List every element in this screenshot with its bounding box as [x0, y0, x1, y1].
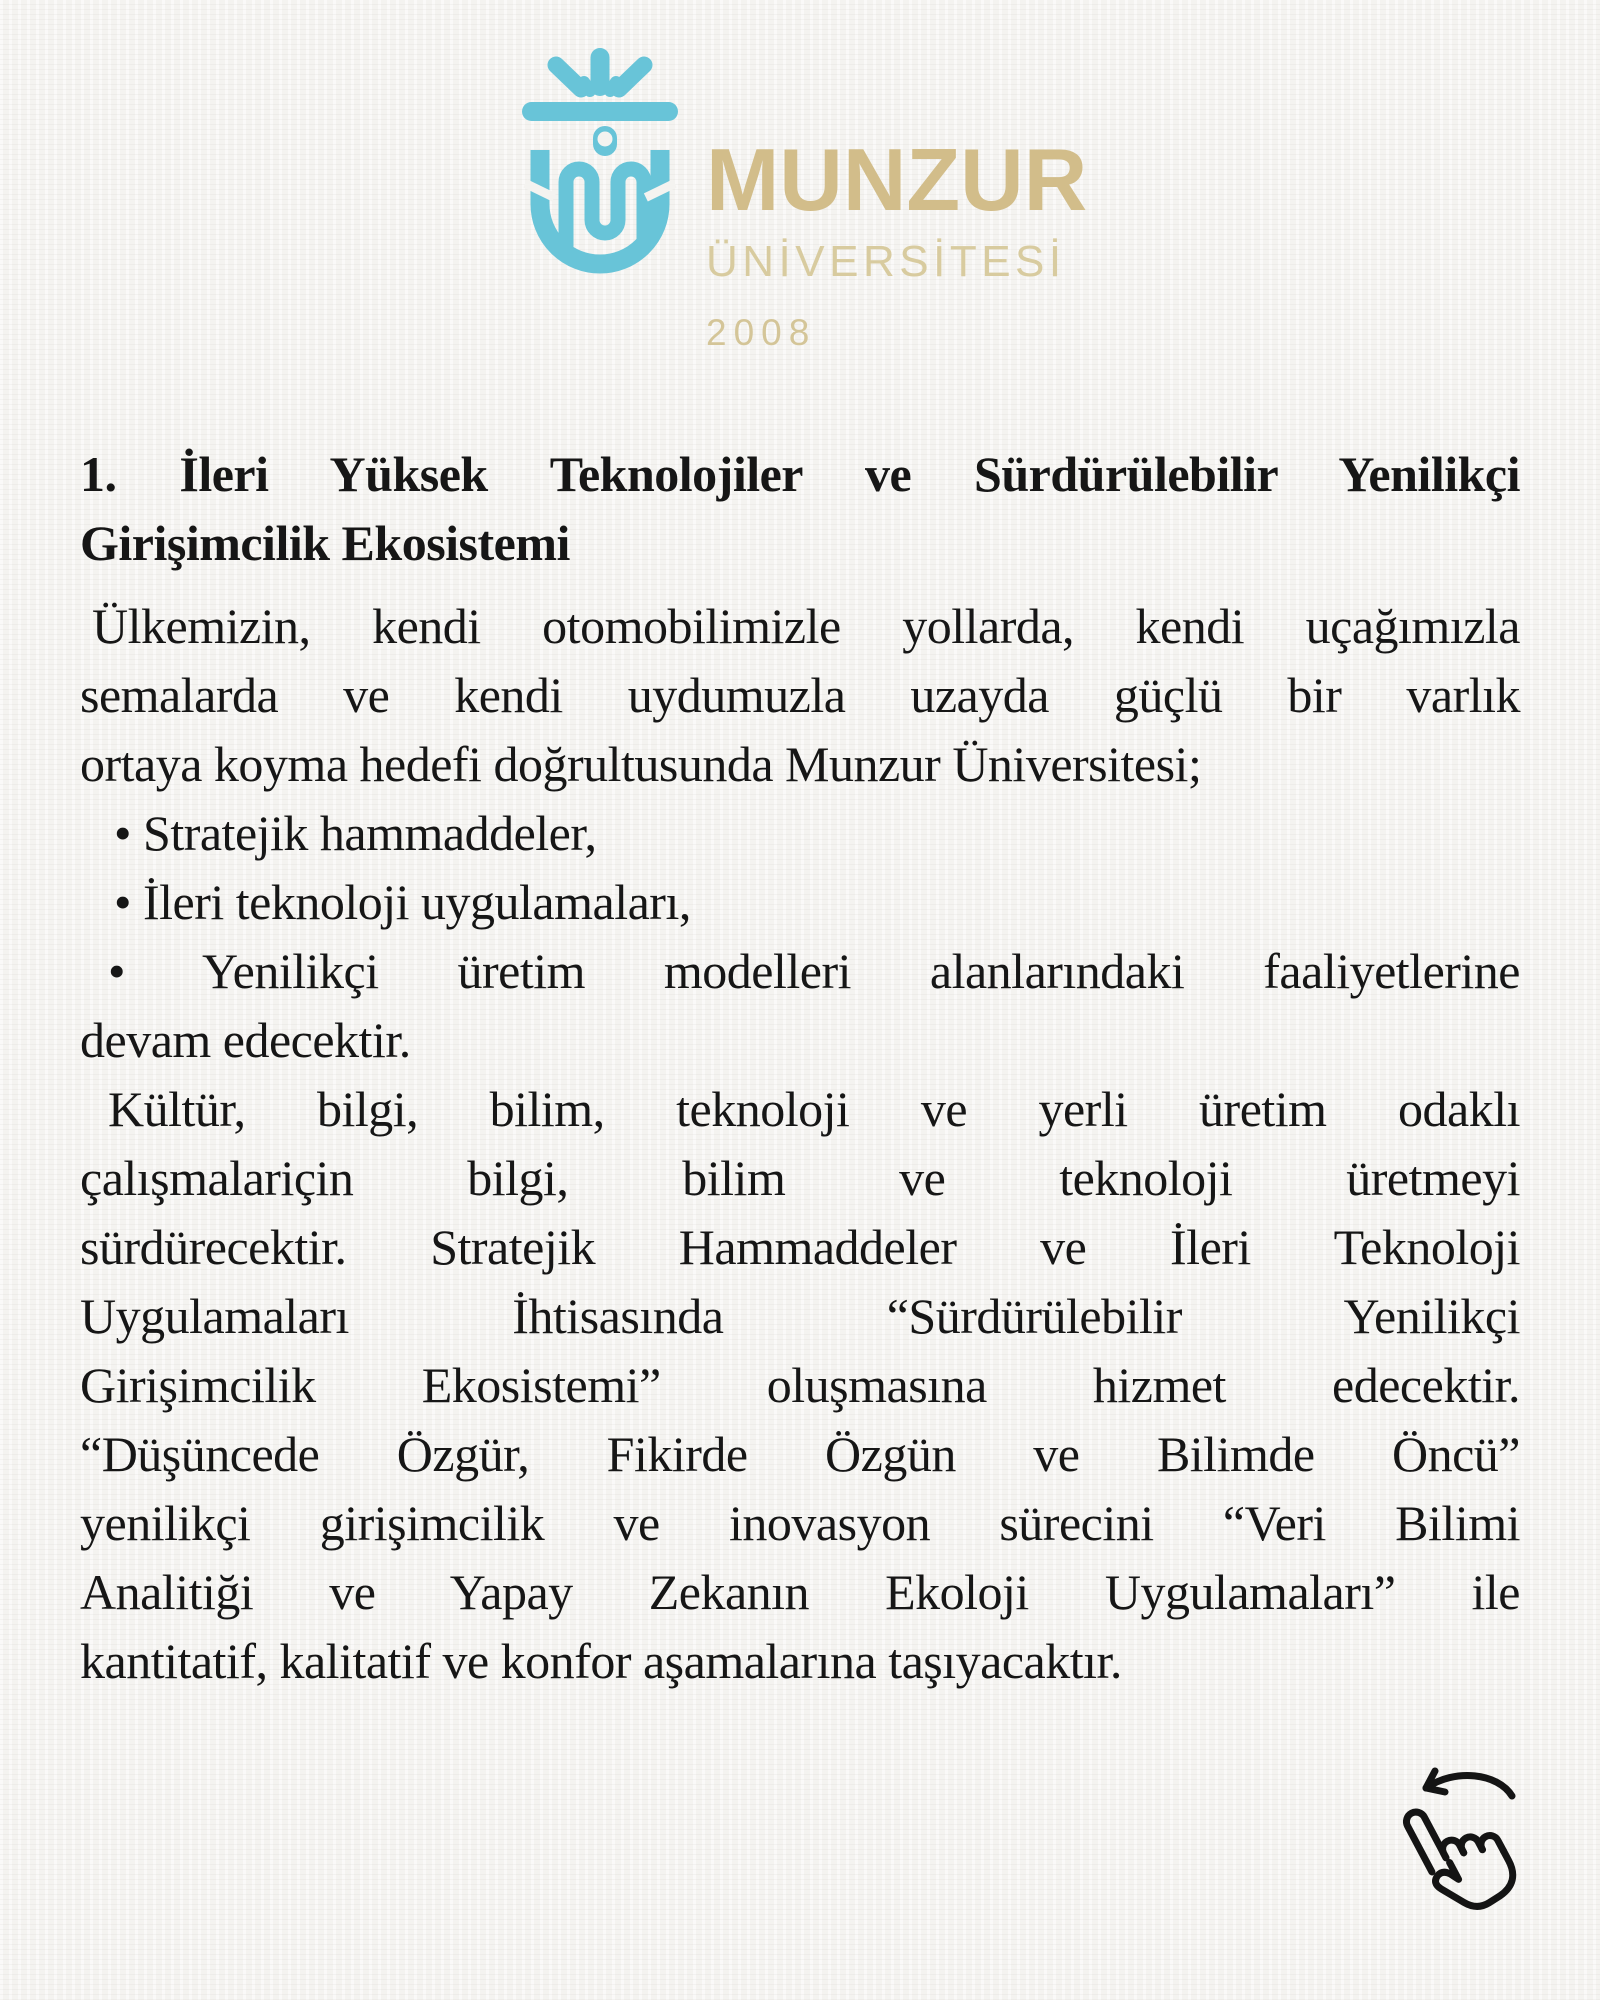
bullet-line: • İleri teknoloji uygulamaları,	[114, 874, 691, 930]
body-line: ortaya koyma hedefi doğrultusunda Munzur Üniversitesi;	[80, 736, 1202, 792]
logo-wordmark	[706, 130, 1088, 353]
heading-line: 1. İleri Yüksek Teknolojiler ve Sürdürülebilir Yenilikçi	[80, 446, 1520, 502]
university-logo	[520, 36, 1100, 386]
body-line: sürdürecektir. Stratejik Hammaddeler ve İleri Teknoloji	[80, 1219, 1520, 1275]
logo-founding-year: 2008	[706, 312, 817, 353]
heading-line: Girişimcilik Ekosistemi	[80, 515, 570, 571]
body-line: semalarda ve kendi uydumuzla uzayda güçlü bir varlık	[80, 667, 1520, 723]
body-line: yenilikçi girişimcilik ve inovasyon sürecini “Veri Bilimi	[80, 1495, 1520, 1551]
body-line: çalışmalariçin bilgi, bilim ve teknoloji üretmeyi	[80, 1150, 1520, 1206]
bullet-line: • Stratejik hammaddeler,	[114, 805, 597, 861]
document-body	[80, 440, 1520, 1696]
body-line: Kültür, bilgi, bilim, teknoloji ve yerli üretim odaklı	[108, 1081, 1520, 1137]
body-line: kantitatif, kalitatif ve konfor aşamalarına taşıyacaktır.	[80, 1633, 1122, 1689]
body-line: “Düşüncede Özgür, Fikirde Özgün ve Bilimde Öncü”	[80, 1426, 1520, 1482]
body-line: Analitiği ve Yapay Zekanın Ekoloji Uygulamaları” ile	[80, 1564, 1520, 1620]
body-line: Uygulamaları İhtisasında “Sürdürülebilir Yenilikçi	[80, 1288, 1520, 1344]
logo-university-name: MUNZUR	[706, 130, 1088, 229]
logo-university-subtitle: ÜNİVERSİTESİ	[706, 237, 1066, 286]
body-line: Ülkemizin, kendi otomobilimizle yollarda, kendi uçağımızla	[92, 598, 1520, 654]
body-line: devam edecektir.	[80, 1012, 411, 1068]
section-heading	[80, 440, 1520, 578]
bullet-line: • Yenilikçi üretim modelleri alanlarındaki faaliyetlerine	[108, 943, 1520, 999]
body-line: Girişimcilik Ekosistemi” oluşmasına hizmet edecektir.	[80, 1357, 1520, 1413]
munzur-logo-mark-icon	[520, 48, 680, 300]
swipe-left-hand-icon[interactable]	[1392, 1760, 1552, 1930]
